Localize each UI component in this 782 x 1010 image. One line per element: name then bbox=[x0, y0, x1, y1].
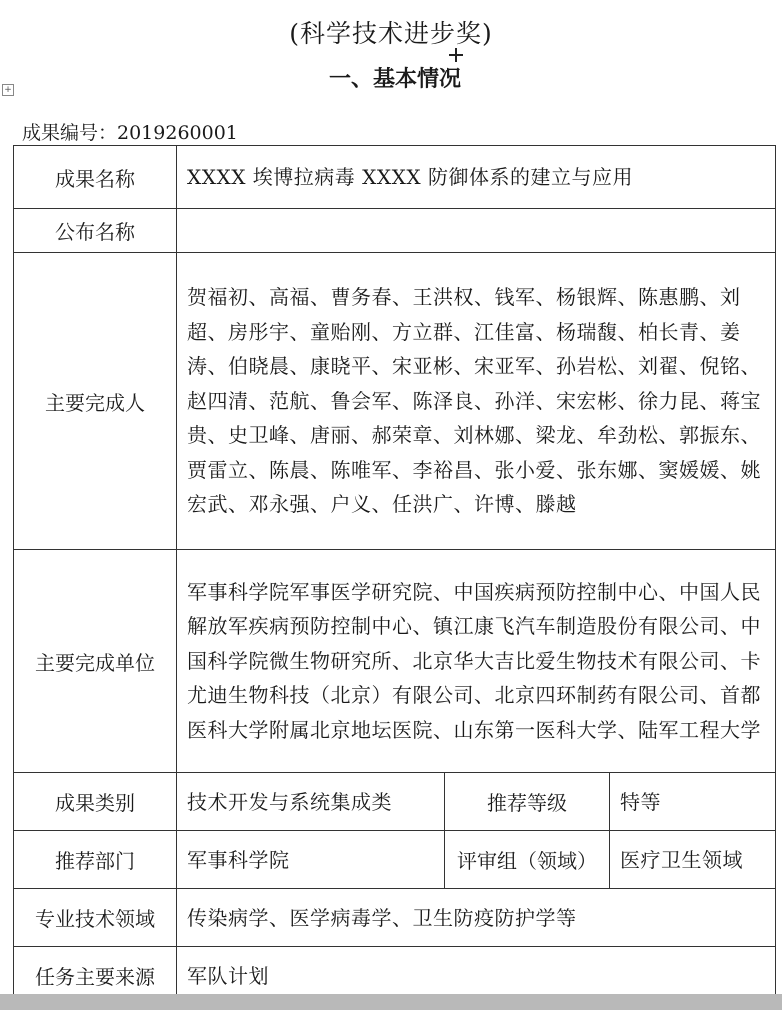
text-cursor-cross-icon bbox=[449, 48, 463, 62]
basic-info-table bbox=[13, 145, 776, 1005]
window-bottom-edge bbox=[0, 994, 782, 1010]
recommend-level-label: 推荐等级 bbox=[445, 773, 610, 831]
tech-field-label: 专业技术领域 bbox=[14, 889, 177, 947]
table-row bbox=[14, 889, 776, 947]
main-completers-label: 主要完成人 bbox=[14, 253, 177, 550]
result-number: 成果编号：2019260001 bbox=[22, 122, 238, 144]
main-completers-value[interactable]: 贺福初、高福、曹务春、王洪权、钱军、杨银辉、陈惠鹏、刘超、房彤宇、童贻刚、方立群、江佳富、杨瑞馥、柏长青、姜涛、伯晓晨、康晓平、宋亚彬、宋亚军、孙岩松、刘翟、倪铭、赵四清、范航、鲁会军、陈泽良、孙洋、宋宏彬、徐力昆、蒋宝贵、史卫峰、唐丽、郝荣章、刘林娜、梁龙、牟劲松、郭振东、贾雷立、陈晨、陈唯军、李裕昌、张小爱、张东娜、窦媛媛、姚宏武、邓永强、户义、任洪广、许博、滕越 bbox=[177, 253, 776, 550]
table-row bbox=[14, 831, 776, 889]
category-label: 成果类别 bbox=[14, 773, 177, 831]
task-source-value[interactable]: 军队计划 bbox=[177, 947, 776, 1005]
category-value[interactable]: 技术开发与系统集成类 bbox=[177, 773, 445, 831]
table-row bbox=[14, 209, 776, 253]
review-group-value[interactable]: 医疗卫生领域 bbox=[610, 831, 776, 889]
recommend-level-value[interactable]: 特等 bbox=[610, 773, 776, 831]
recommend-dept-value[interactable]: 军事科学院 bbox=[177, 831, 445, 889]
table-move-handle-icon[interactable]: + bbox=[2, 84, 14, 96]
result-name-value[interactable]: XXXX 埃博拉病毒 XXXX 防御体系的建立与应用 bbox=[177, 146, 776, 209]
tech-field-value[interactable]: 传染病学、医学病毒学、卫生防疫防护学等 bbox=[177, 889, 776, 947]
table-row bbox=[14, 253, 776, 550]
table-row bbox=[14, 550, 776, 773]
recommend-dept-label: 推荐部门 bbox=[14, 831, 177, 889]
main-units-label: 主要完成单位 bbox=[14, 550, 177, 773]
result-name-label: 成果名称 bbox=[14, 146, 177, 209]
table-row bbox=[14, 773, 776, 831]
public-name-value[interactable] bbox=[177, 209, 776, 253]
public-name-label: 公布名称 bbox=[14, 209, 177, 253]
main-units-value[interactable]: 军事科学院军事医学研究院、中国疾病预防控制中心、中国人民解放军疾病预防控制中心、镇江康飞汽车制造股份有限公司、中国科学院微生物研究所、北京华大吉比爱生物技术有限公司、卡尤迪生物科技（北京）有限公司、北京四环制药有限公司、首都医科大学附属北京地坛医院、山东第一医科大学、陆军工程大学 bbox=[177, 550, 776, 773]
table-row bbox=[14, 146, 776, 209]
task-source-label: 任务主要来源 bbox=[14, 947, 177, 1005]
review-group-label: 评审组（领域） bbox=[445, 831, 610, 889]
section-heading: 一、基本情况 bbox=[328, 67, 461, 92]
document-title: (科学技术进步奖) bbox=[289, 19, 493, 48]
